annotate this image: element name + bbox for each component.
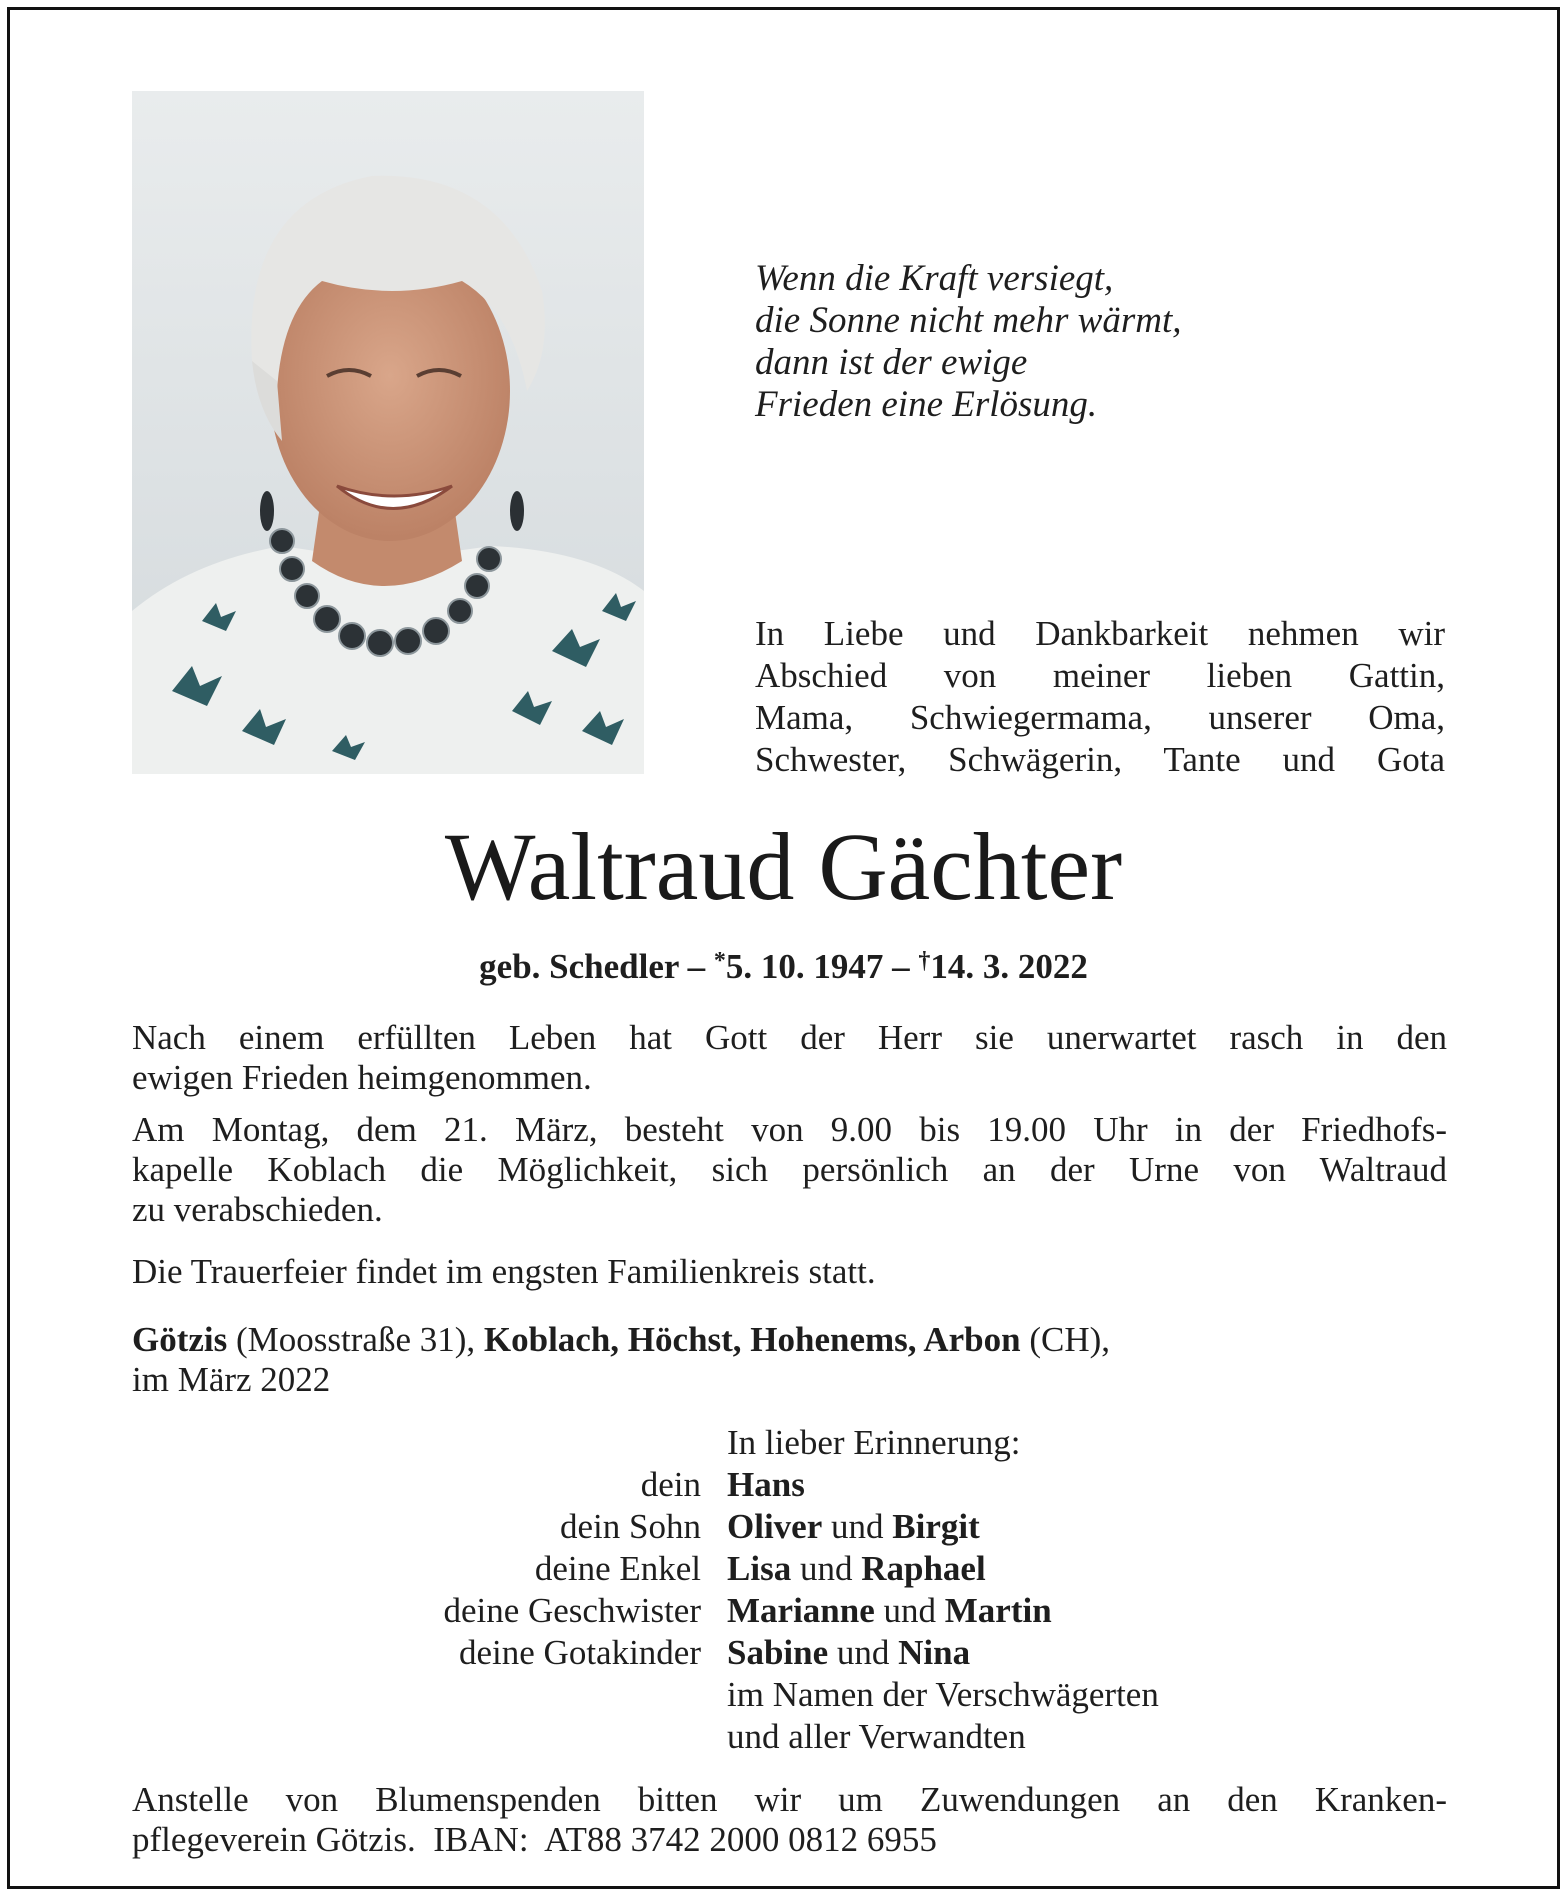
mourner-name: Sabine xyxy=(727,1633,829,1672)
relation: deine Enkel xyxy=(534,1549,701,1588)
mourner-name: Marianne xyxy=(727,1591,875,1630)
relation xyxy=(10,1716,727,1758)
town-main: Götzis xyxy=(132,1320,228,1359)
deceased-name: Waltraud Gächter xyxy=(444,813,1123,920)
motto-line: Wenn die Kraft versiegt, xyxy=(755,258,1114,299)
address: (Moosstraße 31), xyxy=(227,1320,484,1359)
relation xyxy=(10,1674,727,1716)
mourner-names xyxy=(727,1632,970,1674)
death-mark: † xyxy=(918,948,931,974)
paragraph-ceremony xyxy=(132,1252,1447,1292)
maiden-name: geb. Schedler xyxy=(479,947,679,986)
notice-date: im März 2022 xyxy=(132,1360,331,1399)
dash: – xyxy=(687,947,706,986)
list-item xyxy=(10,1506,1560,1548)
places-and-date xyxy=(132,1320,1110,1400)
towns: Koblach, Höchst, Hohenems, Arbon xyxy=(483,1320,1021,1359)
conjunction: und xyxy=(822,1507,893,1546)
farewell-line: Mama, Schwiegermama, unserer Oma, xyxy=(755,698,1445,737)
relation: deine Gotakinder xyxy=(459,1633,701,1672)
memory-closing: und aller Verwandten xyxy=(727,1717,1026,1756)
birth-mark: * xyxy=(713,948,726,974)
list-item xyxy=(10,1674,1560,1716)
death-date: 14. 3. 2022 xyxy=(930,947,1088,986)
farewell-line: Abschied von meiner lieben Gattin, xyxy=(755,656,1445,695)
donation-note xyxy=(132,1780,1447,1860)
farewell-text xyxy=(755,613,1445,781)
mourner-names xyxy=(727,1506,980,1548)
motto-line: Frieden eine Erlösung. xyxy=(755,384,1098,425)
list-item xyxy=(10,1590,1560,1632)
paragraph-line: ewigen Frieden heimgenommen. xyxy=(132,1058,592,1097)
birth-date: 5. 10. 1947 xyxy=(725,947,884,986)
paragraph-line: Nach einem erfüllten Leben hat Gott der Herr sie unerwartet rasch in den xyxy=(132,1018,1447,1057)
relation xyxy=(10,1422,727,1464)
mourner-name: Birgit xyxy=(892,1507,980,1546)
list-item xyxy=(10,1716,1560,1758)
paragraph-line: kapelle Koblach die Möglichkeit, sich persönlich an der Urne von Waltraud xyxy=(132,1150,1447,1189)
mourner-name: Raphael xyxy=(861,1549,986,1588)
places-line xyxy=(132,1320,1110,1360)
mourner-name: Martin xyxy=(944,1591,1052,1630)
paragraph-line: Die Trauerfeier findet im engsten Familienkreis statt. xyxy=(132,1252,876,1291)
paragraph-line: zu verabschieden. xyxy=(132,1190,383,1229)
motto-line: die Sonne nicht mehr wärmt, xyxy=(755,300,1182,341)
portrait-photo-icon xyxy=(132,91,644,774)
list-item xyxy=(10,1632,1560,1674)
list-item xyxy=(10,1548,1560,1590)
mourner-names xyxy=(727,1548,986,1590)
conjunction: und xyxy=(874,1591,945,1630)
list-item xyxy=(10,1422,1560,1464)
mourner-name: Lisa xyxy=(727,1549,792,1588)
mourner-names xyxy=(727,1590,1052,1632)
motto-line: dann ist der ewige xyxy=(755,342,1028,383)
farewell-line: Schwester, Schwägerin, Tante und Gota xyxy=(755,740,1445,779)
paragraph-passing xyxy=(132,1018,1447,1098)
motto-verse xyxy=(755,258,1181,426)
portrait-illustration xyxy=(132,91,644,774)
mourner-names xyxy=(727,1464,805,1506)
list-item xyxy=(10,1464,1560,1506)
obituary-notice xyxy=(7,7,1560,1889)
mourner-name: Nina xyxy=(898,1633,971,1672)
paragraph-line: Am Montag, dem 21. März, besteht von 9.00 bis 19.00 Uhr in der Friedhofs- xyxy=(132,1110,1447,1149)
mourner-name: Oliver xyxy=(727,1507,823,1546)
donation-line: Anstelle von Blumenspenden bitten wir um Zuwendungen an den Kranken- xyxy=(132,1780,1447,1819)
relation: dein xyxy=(640,1465,701,1504)
memory-intro: In lieber Erinnerung: xyxy=(727,1423,1021,1462)
dash: – xyxy=(892,947,910,986)
farewell-line: In Liebe und Dankbarkeit nehmen wir xyxy=(755,614,1445,653)
mourner-name: Hans xyxy=(727,1465,805,1504)
conjunction: und xyxy=(828,1633,899,1672)
conjunction: und xyxy=(791,1549,862,1588)
life-dates xyxy=(10,938,1557,990)
relation: dein Sohn xyxy=(560,1507,701,1546)
donation-iban: pflegeverein Götzis. IBAN: AT88 3742 2000 0812 6955 xyxy=(132,1820,937,1859)
mourners-list xyxy=(10,1422,1560,1758)
paragraph-viewing xyxy=(132,1110,1447,1230)
memory-closing: im Namen der Verschwägerten xyxy=(727,1675,1159,1714)
country: (CH), xyxy=(1020,1320,1111,1359)
relation: deine Geschwister xyxy=(443,1591,701,1630)
